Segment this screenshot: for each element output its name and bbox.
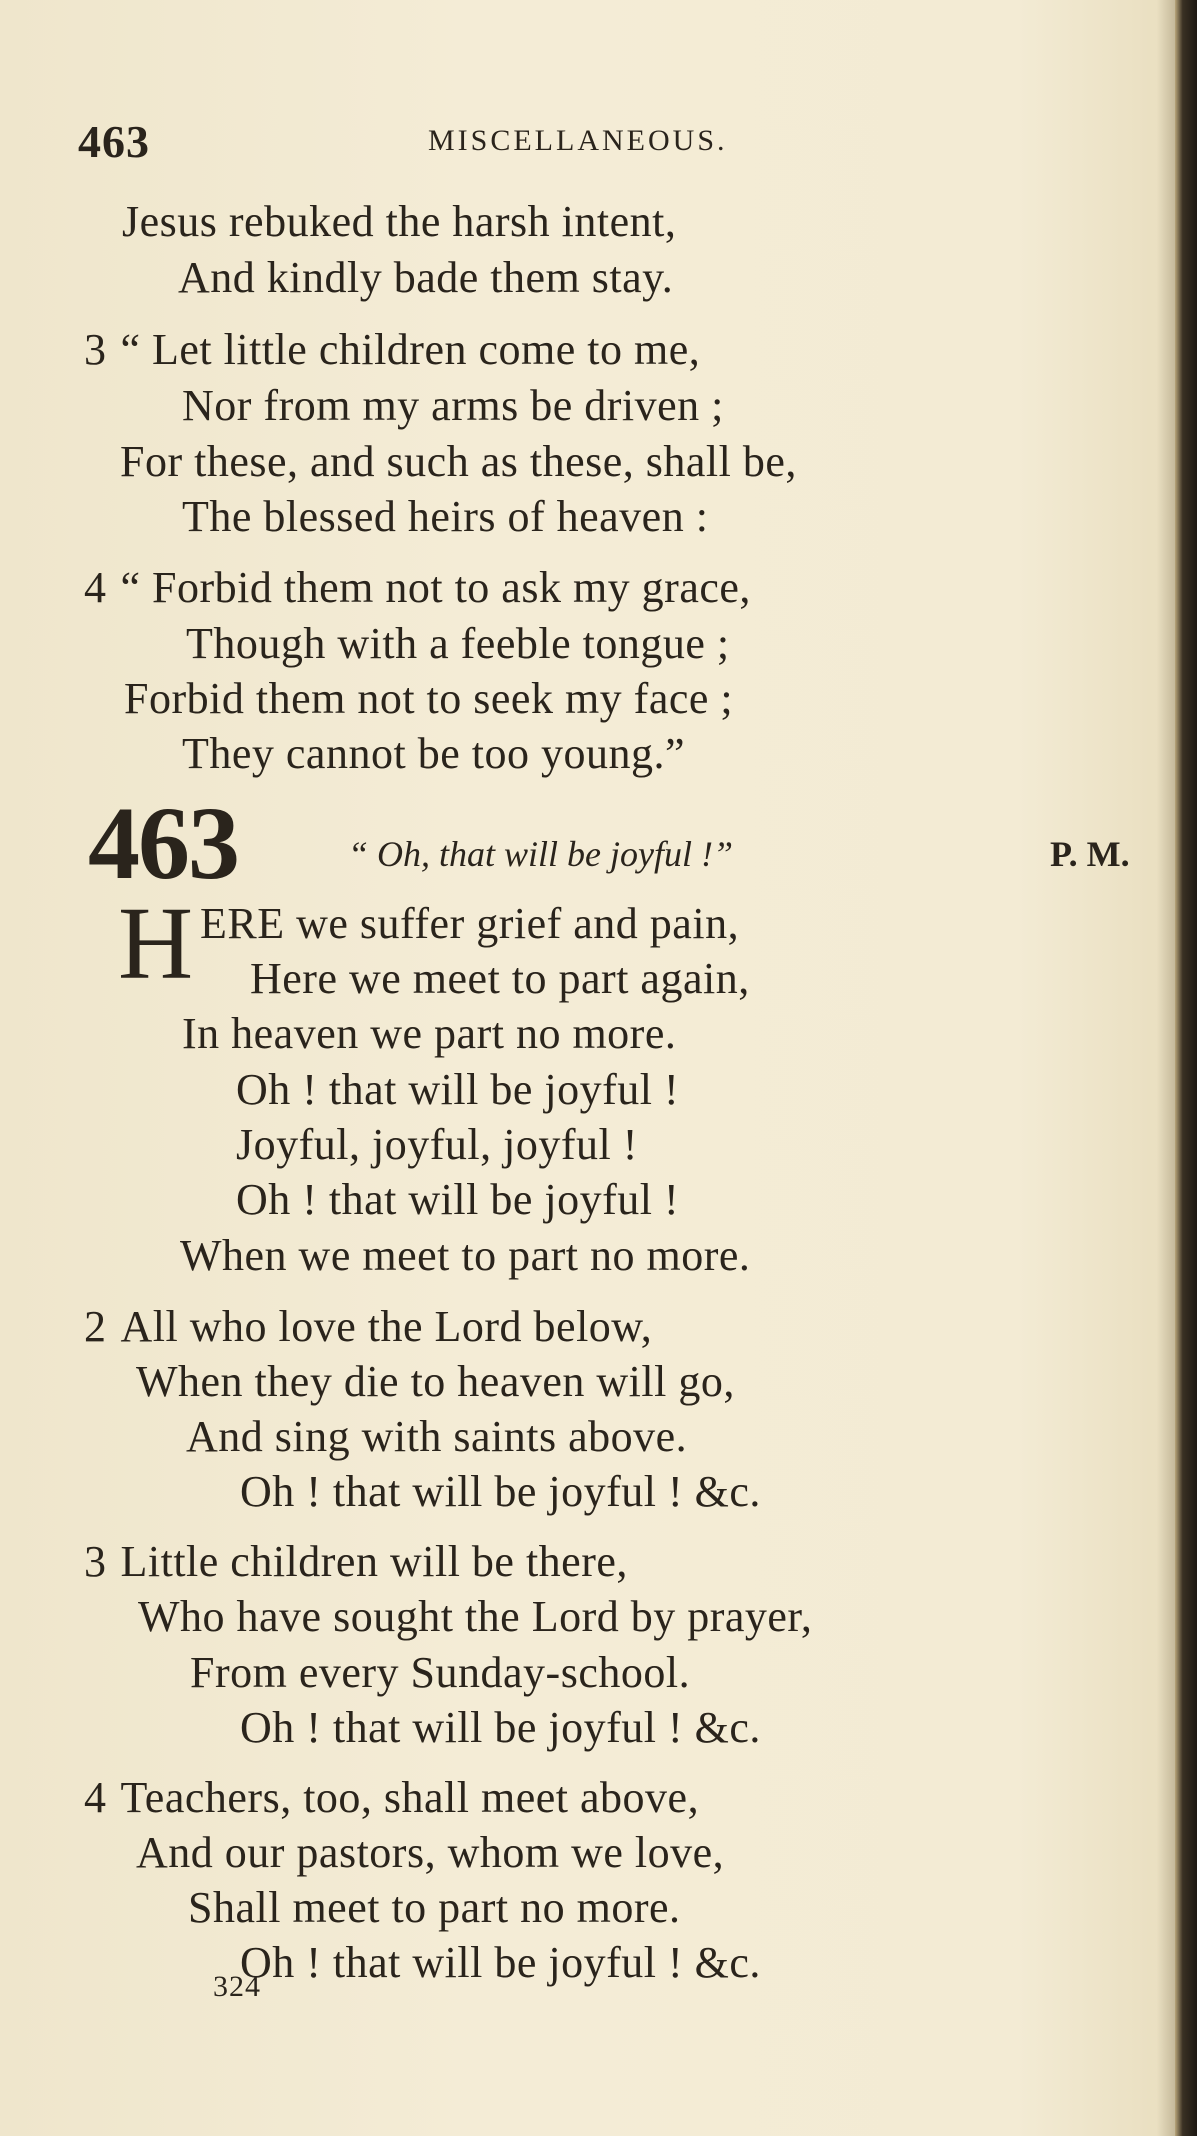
verse-text: “ Let little children come to me,	[120, 325, 701, 374]
verse-line: For these, and such as these, shall be,	[120, 437, 797, 486]
verse-text: Teachers, too, shall meet above,	[120, 1773, 700, 1822]
verse-line: In heaven we part no more.	[182, 1009, 677, 1058]
chorus-line: Joyful, joyful, joyful !	[236, 1120, 638, 1169]
chorus-line: Oh ! that will be joyful !	[236, 1175, 680, 1224]
verse-line	[84, 1772, 699, 1824]
verse-line: Here we meet to part again,	[250, 954, 750, 1003]
verse-number: 4	[84, 1773, 107, 1822]
verse-line: Forbid them not to seek my face ;	[124, 674, 734, 723]
hymn-number: 463	[88, 786, 238, 901]
verse-text: “ Forbid them not to ask my grace,	[120, 563, 751, 612]
verse-number: 3	[84, 325, 107, 374]
drop-cap: H	[118, 886, 194, 1001]
verse-line: And sing with saints above.	[186, 1412, 688, 1461]
verse-line: Who have sought the Lord by prayer,	[138, 1592, 813, 1641]
hymn-meter: P. M.	[1050, 834, 1130, 874]
verse-line: The blessed heirs of heaven :	[182, 492, 709, 541]
verse-line: Shall meet to part no more.	[188, 1883, 681, 1932]
page-number: 324	[213, 1970, 261, 2003]
running-hymn-number: 463	[78, 116, 150, 167]
verse-text: Little children will be there,	[120, 1537, 628, 1586]
verse-text: All who love the Lord below,	[120, 1302, 653, 1351]
spine-shadow	[1157, 0, 1175, 2136]
chorus-line: Oh ! that will be joyful !	[236, 1065, 680, 1114]
verse-line: When they die to heaven will go,	[136, 1357, 735, 1406]
verse-line: Though with a feeble tongue ;	[186, 619, 730, 668]
verse-line: Nor from my arms be driven ;	[182, 381, 724, 430]
verse-line: They cannot be too young.”	[182, 729, 685, 778]
prev-hymn-line: Jesus rebuked the harsh intent,	[122, 197, 677, 246]
verse-number: 4	[84, 563, 107, 612]
hymn-title: “ Oh, that will be joyful !”	[348, 834, 734, 874]
verse-line	[84, 1301, 652, 1353]
book-spine	[1175, 0, 1197, 2136]
verse-line: When we meet to part no more.	[180, 1231, 751, 1280]
verse-number: 3	[84, 1537, 107, 1586]
verse-line	[84, 1536, 628, 1588]
chorus-line: Oh ! that will be joyful ! &c.	[240, 1467, 761, 1516]
verse-line: From every Sunday-school.	[190, 1648, 691, 1697]
verse-line	[84, 562, 751, 614]
chorus-line: Oh ! that will be joyful ! &c.	[240, 1703, 761, 1752]
running-title: MISCELLANEOUS.	[428, 124, 728, 157]
chorus-line: Oh ! that will be joyful ! &c.	[240, 1938, 761, 1987]
verse-line: And our pastors, whom we love,	[136, 1828, 725, 1877]
verse-line	[84, 324, 700, 376]
prev-hymn-line: And kindly bade them stay.	[178, 253, 674, 302]
verse-line: ERE we suffer grief and pain,	[200, 899, 740, 948]
verse-number: 2	[84, 1302, 107, 1351]
